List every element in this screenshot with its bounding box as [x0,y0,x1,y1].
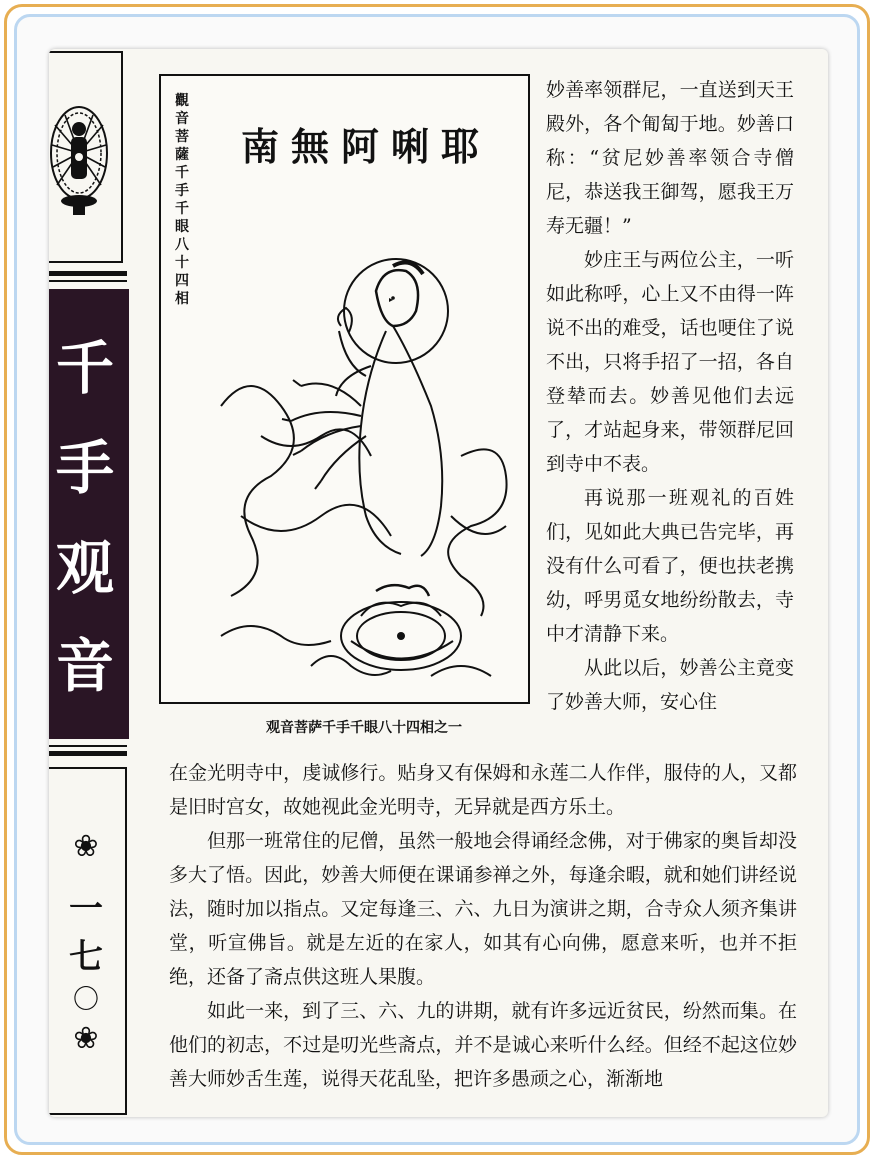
paragraph: 再说那一班观礼的百姓们，见如此大典已告完毕，再没有什么可看了，便也扶老携幼，呼男觅女地纷纷散去，寺中才清静下来。 [546,487,794,645]
flower-ornament-icon: ❀ [73,1021,99,1056]
paragraph: 如此一来，到了三、六、九的讲期，就有许多远近贫民，纷然而集。在他们的初志，不过是叨光些斋点，并不是诚心来听什么经。但经不起这位妙善大师妙舌生莲，说得天花乱坠，把许多愚顽之心，渐渐地 [169,1000,797,1090]
illustration-title: 南無阿唎耶 [241,124,492,169]
book-page [49,49,828,1117]
book-title-char: 手 [55,434,114,502]
book-title-char: 观 [55,534,114,602]
flower-ornament-icon: ❀ [73,829,99,864]
sidebar-rule [49,745,127,747]
sidebar-rule [49,280,127,282]
page-number-char: 七 [69,937,103,977]
guanyin-emblem-icon [49,53,121,263]
paragraph: 但那一班常住的尼僧，虽然一般地会得诵经念佛，对于佛家的奥旨却没多大了悟。因此，妙善大师便在课诵参禅之外，每逢余暇，就和她们讲经说法，随时加以指点。又定每逢三、六、九日为演讲之期，合寺众人须齐集讲堂，听宣佛旨。就是左近的在家人，如其有心向佛，愿意来听，也并不拒绝，还备了斋点供这班人果腹。 [169,830,797,988]
book-title-char: 音 [55,632,114,700]
paragraph: 从此以后，妙善公主竟变了妙善大师，安心住 [546,657,794,713]
book-title-panel [49,289,129,739]
bodhisattva-figure-icon [161,76,528,702]
illustration-vertical-caption: 觀音菩薩千手千眼八十四相 [175,93,189,307]
page-number-char: 一 [69,889,103,929]
sidebar-emblem-box [49,51,123,263]
text-body [169,756,797,1096]
illustration-caption: 观音菩萨千手千眼八十四相之一 [266,720,462,736]
sidebar-rule [49,271,127,276]
paragraph: 在金光明寺中，虔诚修行。贴身又有保姆和永莲二人作伴，服侍的人，又都是旧时宫女，故她视此金光明寺，无异就是西方乐土。 [169,762,797,818]
page-number-char: 〇 [72,985,99,1015]
paragraph: 妙庄王与两位公主，一听如此称呼，心上又不由得一阵说不出的难受，话也哽住了说不出，只将手招了一招，各自登辇而去。妙善见他们去远了，才站起身来，带领群尼回到寺中不表。 [546,249,794,475]
text-column [546,73,794,719]
book-title-char: 千 [55,334,114,402]
paragraph: 妙善率领群尼，一直送到天王殿外，各个匍匐于地。妙善口称：“贫尼妙善率领合寺僧尼，恭送我王御驾，愿我王万寿无疆！” [546,79,794,237]
guanyin-illustration [159,74,530,704]
page-number-box [49,767,127,1115]
sidebar-rule [49,751,127,756]
